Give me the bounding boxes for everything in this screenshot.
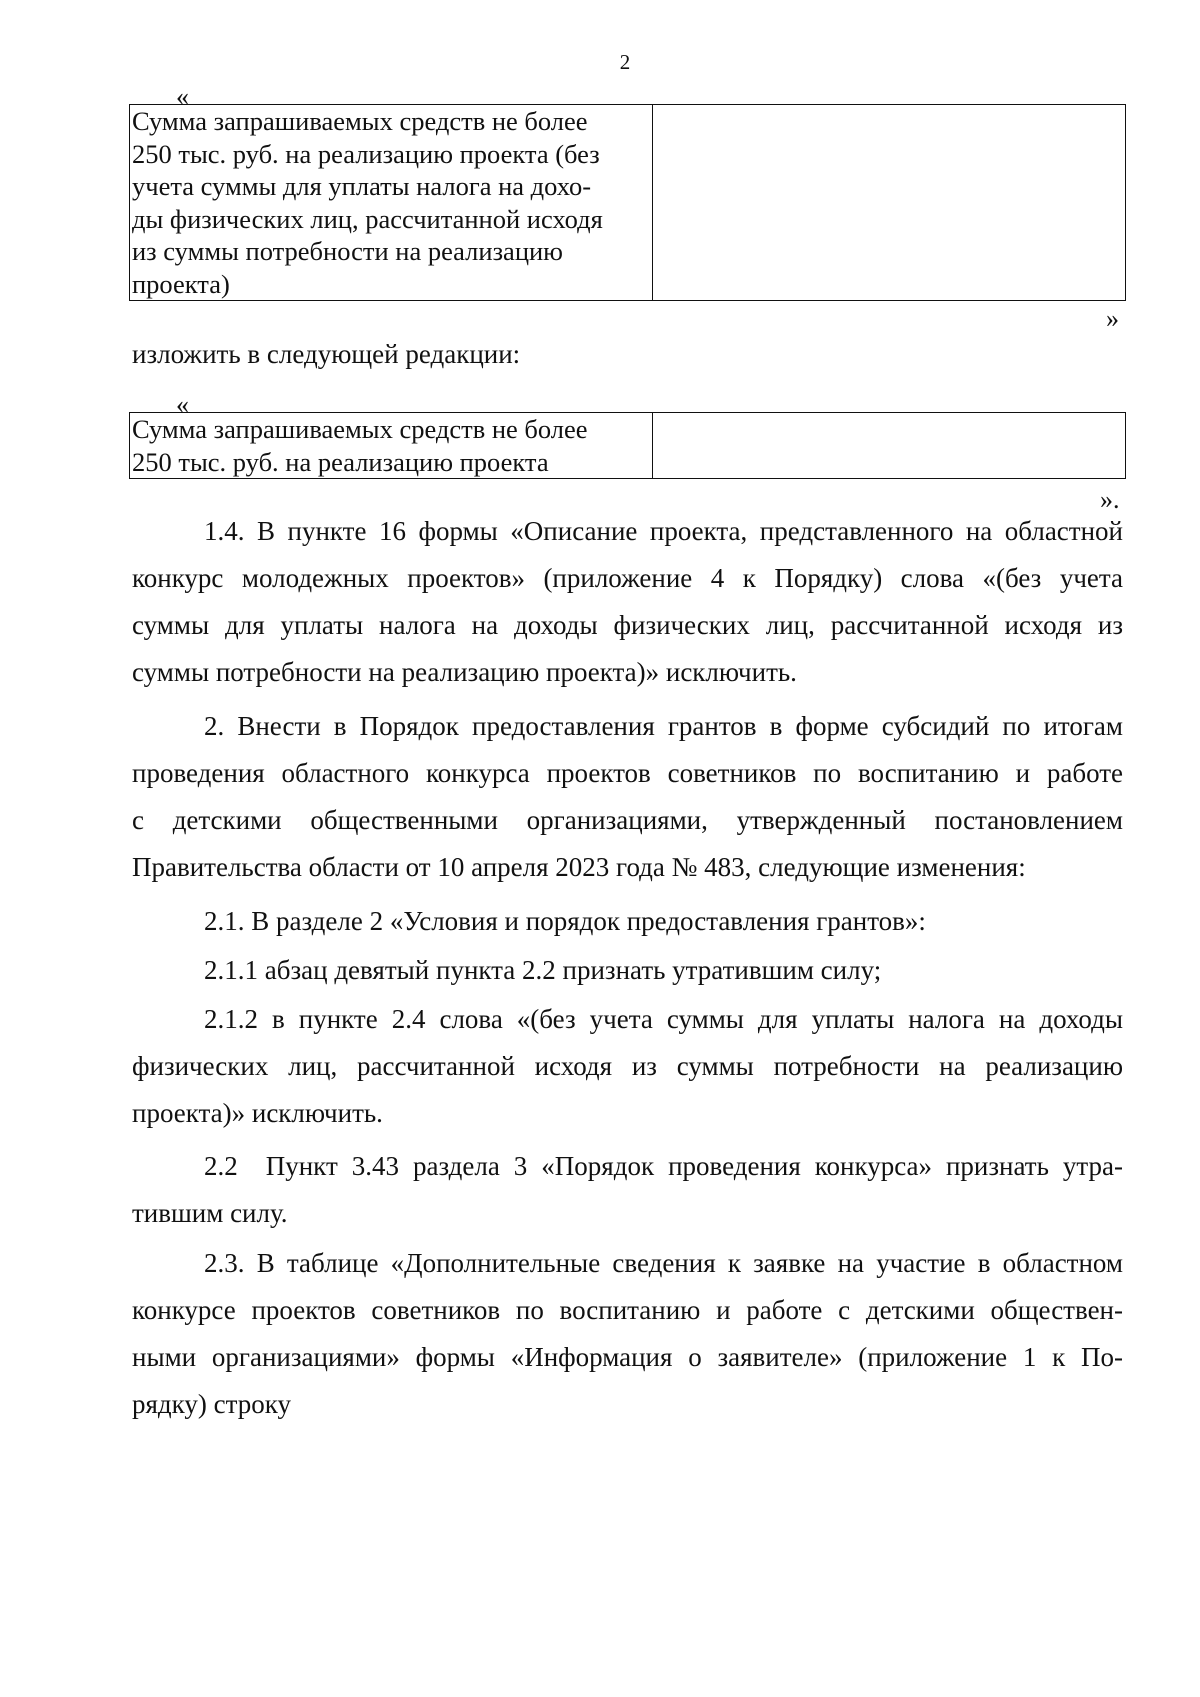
close-quote-mark: » (1106, 304, 1119, 333)
text-line: Правительства области от 10 апреля 2023 года № 483, следующие изменения: (132, 852, 1026, 882)
text-line: 2.3. В таблице «Дополнительные сведения к заявке на участие в областном (204, 1248, 1123, 1278)
text-line: 2.2 Пункт 3.43 раздела 3 «Порядок проведения конкурса» признать утра- (204, 1151, 1123, 1181)
text-line: проведения областного конкурса проектов советников по воспитанию и работе (132, 758, 1123, 788)
cell-line: 250 тыс. руб. на реализацию проекта (без (132, 138, 600, 169)
cell-line: проекта) (132, 268, 230, 299)
close-quote-mark: ». (1100, 485, 1120, 514)
text-line: 2.1.2 в пункте 2.4 слова «(без учета суммы для уплаты налога на доходы (204, 1004, 1123, 1034)
open-quote-mark: « (176, 390, 189, 419)
text-line: 1.4. В пункте 16 формы «Описание проекта, представленного на областной (204, 516, 1123, 546)
text-line: суммы потребности на реализацию проекта)» исключить. (132, 657, 797, 687)
paragraph-2-3 (132, 1240, 1123, 1428)
paragraph-2-2 (132, 1143, 1123, 1237)
text-line: 2.1.1 абзац девятый пункта 2.2 признать утратившим силу; (204, 955, 882, 985)
table-cell-value (653, 413, 1126, 479)
table-cell-label (130, 413, 653, 479)
text-line: ными организациями» формы «Информация о заявителе» (приложение 1 к По- (132, 1342, 1123, 1372)
text-line: рядку) строку (132, 1389, 291, 1419)
table-row (130, 105, 1126, 301)
old-grant-amount-table (129, 104, 1126, 301)
text-line: конкурсе проектов советников по воспитанию и работе с детскими обществен- (132, 1295, 1123, 1325)
cell-line: Сумма запрашиваемых средств не более (132, 414, 588, 444)
cell-line: учета суммы для уплаты налога на дохо- (132, 171, 592, 201)
paragraph-1-4 (132, 508, 1123, 696)
paragraph-2-1-2 (132, 996, 1123, 1137)
cell-line: ды физических лиц, рассчитанной исходя (132, 203, 603, 234)
page-number: 2 (619, 50, 631, 74)
cell-line: 250 тыс. руб. на реализацию проекта (132, 446, 549, 477)
table-cell-label (130, 105, 653, 301)
open-quote-mark: « (176, 82, 189, 111)
paragraph-2-1-1 (132, 947, 1123, 994)
text-line: с детскими общественными организациями, утвержденный постановлением (132, 805, 1123, 835)
text-line: 2. Внести в Порядок предоставления грантов в форме субсидий по итогам (204, 711, 1123, 741)
replace-instruction: изложить в следующей редакции: (132, 339, 521, 369)
paragraph-2-1 (132, 898, 1123, 945)
cell-line: Сумма запрашиваемых средств не более (132, 106, 588, 136)
table-cell-value (653, 105, 1126, 301)
new-grant-amount-table (129, 412, 1126, 479)
cell-line: из суммы потребности на реализацию (132, 236, 563, 266)
table-row (130, 413, 1126, 479)
text-line: тившим силу. (132, 1198, 288, 1228)
text-line: конкурс молодежных проектов» (приложение 4 к Порядку) слова «(без учета (132, 563, 1123, 593)
paragraph-2 (132, 703, 1123, 891)
text-line: суммы для уплаты налога на доходы физических лиц, рассчитанной исходя из (132, 610, 1123, 640)
text-line: 2.1. В разделе 2 «Условия и порядок предоставления грантов»: (204, 906, 926, 936)
text-line: физических лиц, рассчитанной исходя из суммы потребности на реализацию (132, 1051, 1123, 1081)
text-line: проекта)» исключить. (132, 1098, 383, 1128)
